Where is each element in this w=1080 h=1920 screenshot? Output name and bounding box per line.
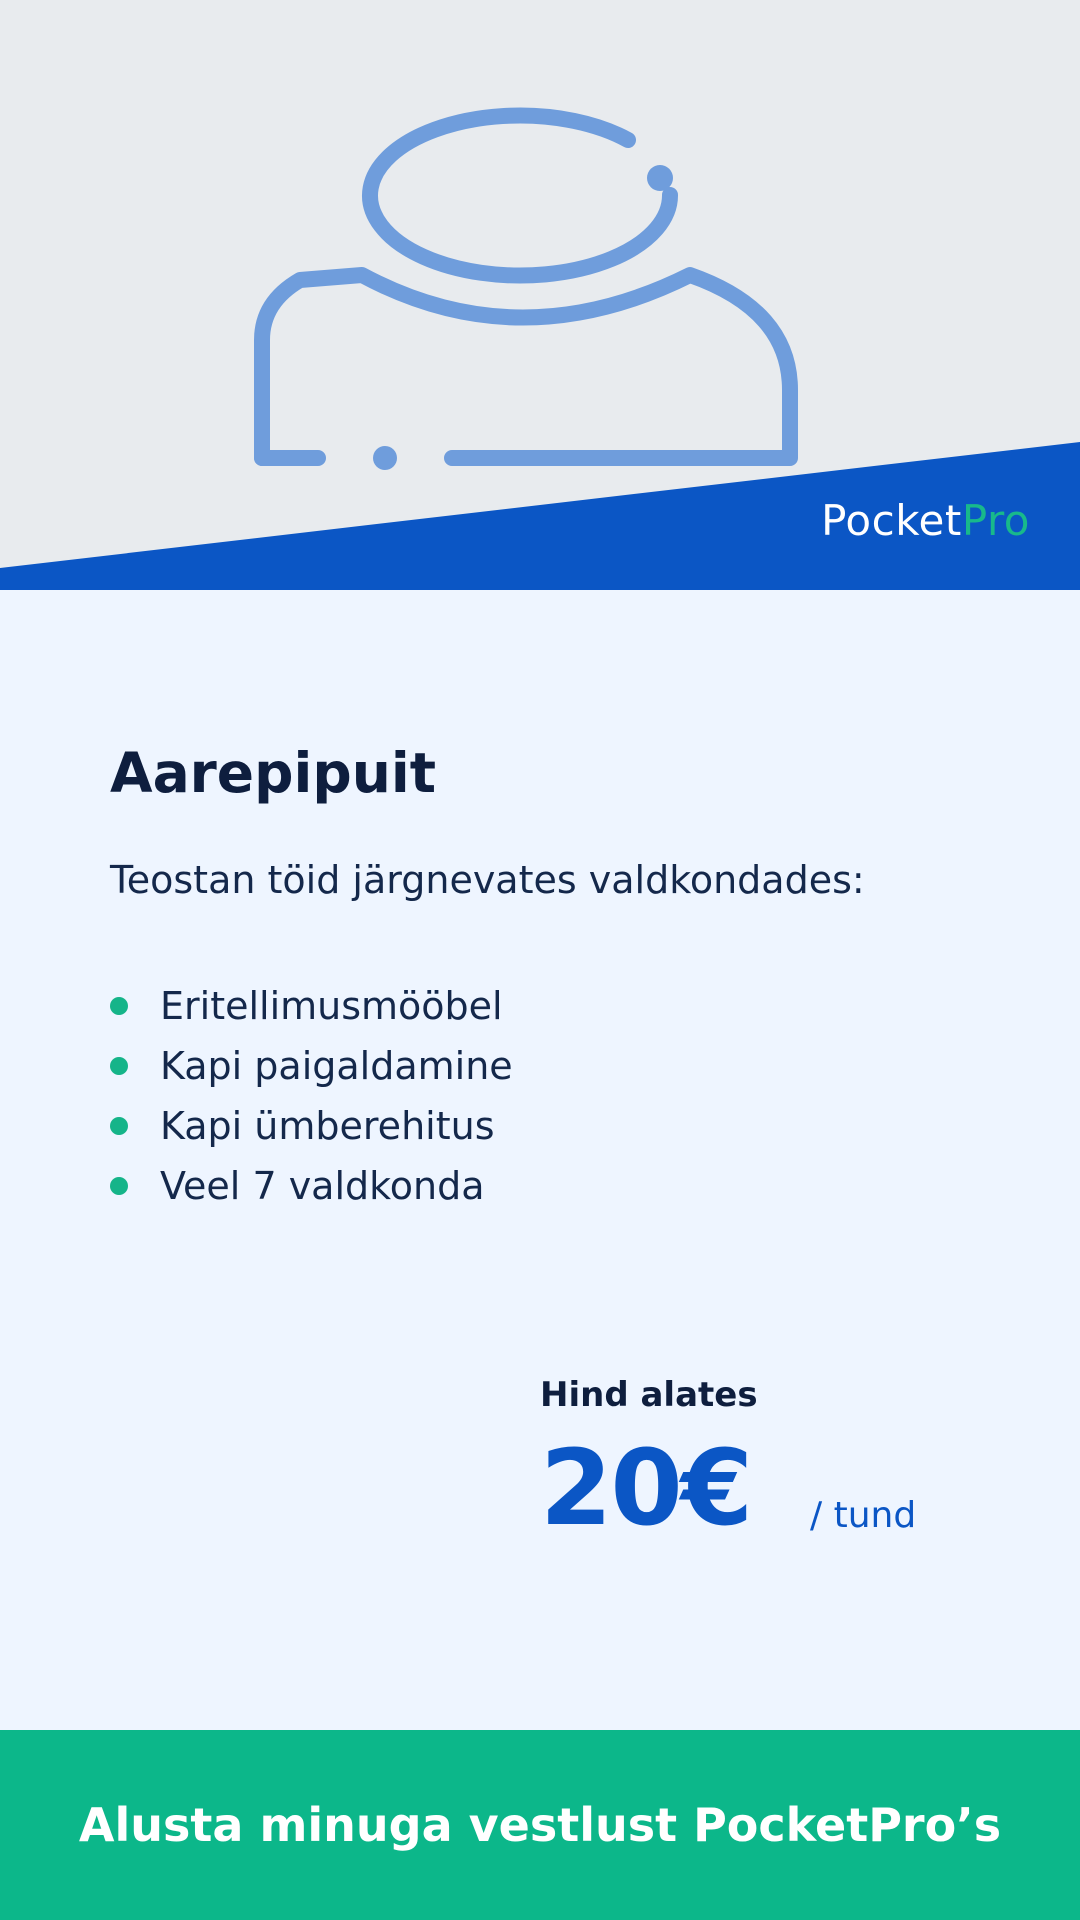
service-label: Eritellimusmööbel [160,983,503,1028]
list-item [110,1036,990,1096]
bullet-dot-icon [110,997,128,1015]
pocketpro-logo [821,496,1030,545]
list-item [110,976,990,1036]
services-intro: Teostan töid järgnevates valdkondades: [110,858,865,902]
price-amount: 20€ [540,1426,752,1549]
profile-card [110,740,990,1216]
bullet-dot-icon [110,1177,128,1195]
services-list [110,976,990,1216]
bullet-dot-icon [110,1057,128,1075]
price-block [540,1375,960,1556]
service-label: Kapi ümberehitus [160,1103,495,1148]
list-item [110,1096,990,1156]
brand-name-pro: Pro [961,496,1030,545]
profile-name: Aarepipuit [110,741,436,805]
price-unit: / tund [810,1494,917,1536]
start-chat-button[interactable]: Alusta minuga vestlust PocketPro’s [0,1730,1080,1920]
bullet-dot-icon [110,1117,128,1135]
service-label: Veel 7 valdkonda [160,1163,485,1208]
brand-name-pocket: Pocket [821,496,962,545]
price-label: Hind alates [540,1375,758,1415]
hero-banner [0,0,1080,590]
service-label: Kapi paigaldamine [160,1043,513,1088]
list-item [110,1156,990,1216]
price-row [540,1426,960,1556]
